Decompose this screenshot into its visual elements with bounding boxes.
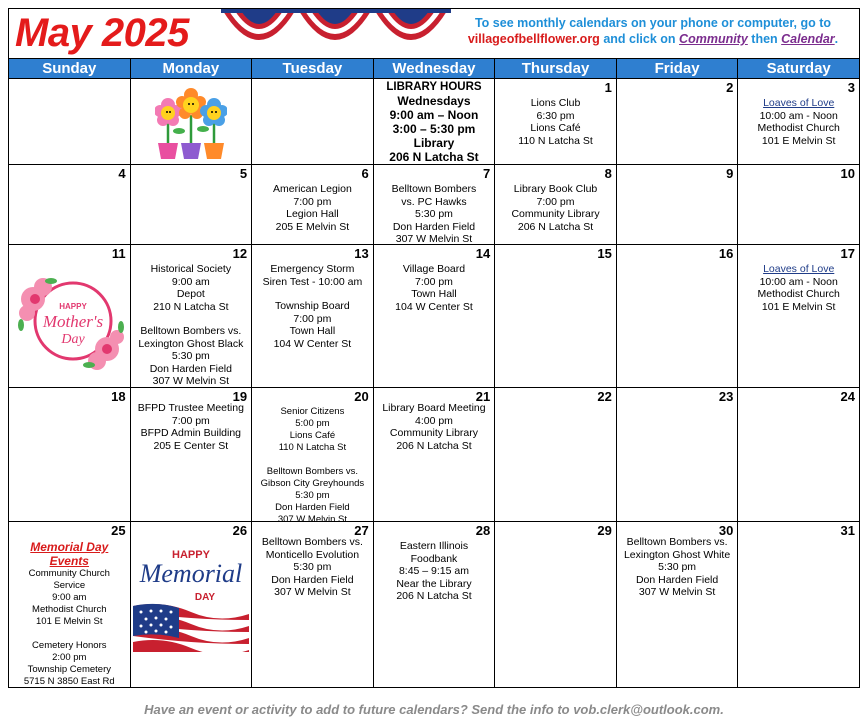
loaves-of-love-link[interactable]: Loaves of Love	[763, 263, 835, 275]
day-cell-30[interactable]	[616, 522, 738, 688]
event-line: 206 N Latcha St	[396, 590, 472, 602]
day-number: 12	[232, 246, 248, 261]
day-number: 27	[354, 523, 369, 538]
event-line: 307 W Melvin St	[274, 586, 351, 598]
event-line: Don Harden Field	[149, 362, 232, 375]
weekday-sunday: Sunday	[9, 59, 131, 79]
day-number: 30	[718, 523, 734, 538]
day-cell-16[interactable]	[616, 245, 738, 388]
day-number: 16	[718, 246, 734, 261]
event-line: 7:00 pm	[414, 275, 453, 288]
day-number: 11	[111, 246, 126, 261]
loaves-of-love-link[interactable]: Loaves of Love	[763, 97, 835, 109]
day-cell-7[interactable]	[373, 165, 495, 245]
week-row	[9, 165, 860, 245]
library-hours	[374, 80, 495, 164]
day-cell-31[interactable]	[738, 522, 860, 688]
event-line: Lexington Ghost Black	[138, 337, 244, 350]
event-line: Depot	[176, 288, 205, 300]
wreath-happy-text: HAPPY	[59, 302, 87, 311]
event-memorial-day	[9, 540, 130, 688]
event-historical-society	[131, 263, 252, 388]
day-cell-9[interactable]	[616, 165, 738, 245]
day-number: 10	[840, 166, 855, 181]
weekday-thursday: Thursday	[495, 59, 617, 79]
empty-day-cell	[252, 79, 374, 165]
event-line: Don Harden Field	[275, 502, 350, 513]
event-eastern-illinois-foodbank	[374, 540, 495, 603]
day-cell-24[interactable]	[738, 388, 860, 522]
day-cell-4[interactable]	[9, 165, 131, 245]
memorial-day-title: Memorial Day	[30, 540, 109, 554]
library-place: Library	[413, 136, 455, 150]
week-row	[9, 388, 860, 522]
event-line: Library Book Club	[513, 183, 598, 195]
event-line: Lions Café	[289, 430, 336, 441]
event-line: 307 W Melvin St	[277, 514, 347, 525]
library-address: 206 N Latcha St	[389, 150, 479, 164]
day-cell-15[interactable]	[495, 245, 617, 388]
day-cell-8[interactable]	[495, 165, 617, 245]
day-cell-27[interactable]	[252, 522, 374, 688]
wreath-mothers-text: Mother's	[42, 312, 104, 331]
event-line: vs. PC Hawks	[401, 195, 467, 208]
event-line: Service	[53, 580, 86, 591]
flag-happy-text: HAPPY	[171, 549, 210, 561]
event-line: 6:30 pm	[536, 109, 575, 122]
calendar-grid	[8, 58, 860, 688]
event-line: Near the Library	[396, 577, 472, 590]
event-line: 205 E Melvin St	[275, 220, 350, 233]
event-line: Gibson City Greyhounds	[260, 478, 365, 489]
flowers-in-pots-icon	[155, 85, 227, 161]
event-storm-siren-test	[252, 263, 373, 350]
event-line: 101 E Melvin St	[761, 134, 836, 147]
wreath-day-text: Day	[61, 332, 85, 347]
day-cell-26[interactable]	[130, 522, 252, 688]
event-line: Don Harden Field	[271, 573, 354, 586]
event-line: 9:00 am	[52, 592, 87, 603]
day-number: 21	[475, 389, 491, 404]
week-row	[9, 79, 860, 165]
event-line: 210 N Latcha St	[153, 300, 229, 313]
day-cell-17[interactable]	[738, 245, 860, 388]
info-text: and click on	[603, 32, 676, 46]
event-line: Library Board Meeting	[382, 402, 486, 414]
weekday-header-row	[9, 59, 860, 79]
event-bfpd-trustee-meeting	[131, 402, 252, 452]
day-number: 20	[354, 389, 369, 404]
event-line: 4:00 pm	[414, 414, 453, 427]
event-line: 307 W Melvin St	[152, 375, 230, 387]
event-line: 101 E Melvin St	[761, 300, 836, 313]
event-line: Village Board	[402, 263, 466, 275]
event-line: 9:00 am	[171, 275, 210, 288]
info-text: then	[751, 32, 778, 46]
calendar-info-text	[449, 15, 857, 47]
week-row	[9, 245, 860, 388]
day-cell-18[interactable]	[9, 388, 131, 522]
event-line: Belltown Bombers vs.	[140, 325, 242, 337]
library-hours-morning: 9:00 am – Noon	[389, 108, 479, 122]
day-cell-20[interactable]	[252, 388, 374, 525]
day-number: 6	[361, 166, 369, 181]
website-link[interactable]: villageofbellflower.org	[467, 32, 600, 46]
event-line: Legion Hall	[286, 208, 339, 220]
event-belltown-bombers	[374, 183, 495, 246]
event-line: 5:30 pm	[295, 490, 330, 501]
calendar-header	[8, 8, 860, 58]
event-line: 110 N Latcha St	[518, 134, 593, 147]
day-number: 15	[597, 246, 612, 261]
day-cell-21[interactable]	[373, 388, 495, 522]
event-line: 5715 N 3850 East Rd	[23, 676, 115, 687]
event-line: Community Library	[511, 208, 600, 220]
event-line: Belltown Bombers vs.	[266, 466, 359, 477]
mothers-day-wreath-icon	[13, 265, 127, 377]
event-line: BFPD Trustee Meeting	[137, 402, 244, 414]
flag-memorial-text: Memorial	[139, 559, 242, 588]
day-number: 8	[604, 166, 612, 181]
event-line: Don Harden Field	[392, 220, 476, 233]
event-line: 307 W Melvin St	[395, 233, 473, 245]
day-number: 19	[232, 389, 248, 404]
event-line: 2:00 pm	[52, 652, 87, 663]
day-cell-3[interactable]	[738, 79, 860, 165]
community-link[interactable]: Community	[679, 32, 748, 46]
weekday-monday: Monday	[130, 59, 252, 79]
day-number: 31	[840, 523, 855, 538]
day-number: 23	[718, 389, 734, 404]
weekday-friday: Friday	[616, 59, 738, 79]
info-line: To see monthly calendars on your phone or computer, go to	[474, 16, 832, 30]
weekday-wednesday: Wednesday	[373, 59, 495, 79]
event-line: Methodist Church	[757, 122, 840, 134]
library-days: Wednesdays	[397, 94, 471, 108]
event-line: Lions Club	[530, 97, 581, 109]
event-loaves-of-love	[738, 97, 859, 147]
day-number: 1	[604, 80, 612, 95]
event-line: 104 W Center St	[273, 337, 352, 350]
event-line: 205 E Center St	[153, 439, 229, 452]
event-line: Lexington Ghost White	[623, 548, 731, 561]
day-cell-10[interactable]	[738, 165, 860, 245]
event-line: 307 W Melvin St	[638, 586, 716, 598]
library-hours-cell	[373, 79, 495, 165]
event-line: Foodbank	[410, 552, 458, 565]
event-line: BFPD Admin Building	[140, 427, 242, 439]
day-cell-29[interactable]	[495, 522, 617, 688]
day-number: 5	[239, 166, 248, 181]
day-number: 28	[475, 523, 491, 538]
day-number: 18	[111, 389, 126, 404]
day-cell-28[interactable]	[373, 522, 495, 688]
event-line: 5:30 pm	[293, 561, 332, 573]
day-number: 24	[840, 389, 855, 404]
event-library-book-club	[495, 183, 616, 233]
event-line: Emergency Storm	[270, 263, 355, 275]
day-cell-12[interactable]	[130, 245, 252, 388]
event-line: 7:00 pm	[171, 414, 210, 427]
event-line: Belltown Bombers vs.	[626, 536, 728, 548]
event-loaves-of-love	[738, 263, 859, 313]
event-line: 10:00 am - Noon	[759, 109, 838, 122]
event-line: Methodist Church	[757, 288, 840, 300]
event-line: Lions Café	[530, 122, 581, 134]
flag-day-text: DAY	[194, 592, 215, 603]
memorial-day-events-title: Events	[49, 554, 89, 568]
event-line: Senior Citizens	[280, 406, 345, 417]
event-line: Town Hall	[411, 288, 457, 300]
library-hours-afternoon: 3:00 – 5:30 pm	[392, 122, 476, 136]
day-number: 29	[597, 523, 612, 538]
event-line: Township Cemetery	[27, 664, 111, 675]
event-line: 5:00 pm	[295, 418, 330, 429]
memorial-day-flag-icon	[133, 542, 249, 652]
event-line: 110 N Latcha St	[278, 442, 347, 453]
event-line: 5:30 pm	[658, 561, 697, 573]
library-hours-title: LIBRARY HOURS	[386, 81, 482, 93]
event-line: Community Church	[28, 568, 110, 579]
event-line: 7:00 pm	[293, 312, 332, 325]
day-cell-5[interactable]	[130, 165, 252, 245]
day-number: 14	[475, 246, 491, 261]
event-line: 5:30 pm	[171, 350, 210, 362]
event-line: Methodist Church	[32, 604, 107, 615]
day-number: 3	[847, 80, 855, 95]
day-cell-13[interactable]	[252, 245, 374, 388]
event-line: Don Harden Field	[635, 573, 719, 586]
flower-art-cell	[130, 79, 252, 165]
day-cell-23[interactable]	[616, 388, 738, 522]
event-line: Eastern Illinois	[399, 540, 469, 552]
day-number: 26	[232, 523, 248, 538]
day-cell-14[interactable]	[373, 245, 495, 388]
event-line: Historical Society	[150, 263, 232, 275]
event-line: 104 W Center St	[395, 300, 473, 313]
day-number: 13	[354, 246, 369, 261]
event-american-legion	[252, 183, 373, 233]
day-cell-11[interactable]	[9, 245, 131, 388]
event-line: Monticello Evolution	[265, 548, 360, 561]
event-library-board-meeting	[374, 402, 495, 452]
event-village-board	[374, 263, 495, 313]
patriotic-bunting-icon	[221, 9, 451, 57]
month-title: May 2025	[15, 11, 189, 55]
event-line: Town Hall	[289, 325, 336, 337]
event-line: 8:45 – 9:15 am	[398, 565, 469, 577]
day-cell-22[interactable]	[495, 388, 617, 522]
empty-day-cell	[9, 79, 131, 165]
event-senior-citizens	[252, 406, 373, 526]
event-line: Community Library	[389, 427, 479, 439]
event-line: 5:30 pm	[414, 208, 453, 220]
day-number: 7	[483, 166, 491, 181]
day-number: 22	[597, 389, 612, 404]
weekday-saturday: Saturday	[738, 59, 860, 79]
day-cell-1[interactable]	[495, 79, 617, 165]
event-line: 101 E Melvin St	[36, 616, 103, 627]
event-line: Belltown Bombers	[391, 183, 477, 195]
event-line: 7:00 pm	[293, 195, 332, 208]
day-number: 17	[840, 246, 855, 261]
event-line: Belltown Bombers vs.	[261, 536, 363, 548]
event-lions-club	[495, 97, 616, 147]
event-belltown-bombers	[617, 536, 738, 599]
event-line: Cemetery Honors	[32, 640, 107, 651]
footer-note: Have an event or activity to add to future calendars? Send the info to vob.clerk@outlook.com.	[144, 702, 724, 717]
event-line: 7:00 pm	[536, 195, 575, 208]
calendar-link[interactable]: Calendar	[781, 32, 835, 46]
event-line: 10:00 am - Noon	[759, 275, 838, 288]
event-line: American Legion	[273, 183, 352, 195]
day-cell-2[interactable]	[616, 79, 738, 165]
event-line: Township Board	[275, 300, 350, 312]
event-belltown-bombers	[252, 536, 373, 599]
day-cell-25[interactable]	[9, 522, 131, 688]
day-cell-19[interactable]	[130, 388, 252, 522]
week-row	[9, 522, 860, 688]
day-number: 2	[726, 80, 734, 95]
event-line: 206 N Latcha St	[396, 439, 472, 452]
day-number: 4	[118, 166, 126, 181]
day-number: 25	[111, 523, 126, 538]
day-cell-6[interactable]	[252, 165, 374, 245]
event-line: 206 N Latcha St	[517, 220, 594, 233]
event-line: Siren Test - 10:00 am	[262, 275, 363, 288]
weekday-tuesday: Tuesday	[252, 59, 374, 79]
info-text: .	[834, 32, 839, 46]
day-number: 9	[726, 166, 734, 181]
